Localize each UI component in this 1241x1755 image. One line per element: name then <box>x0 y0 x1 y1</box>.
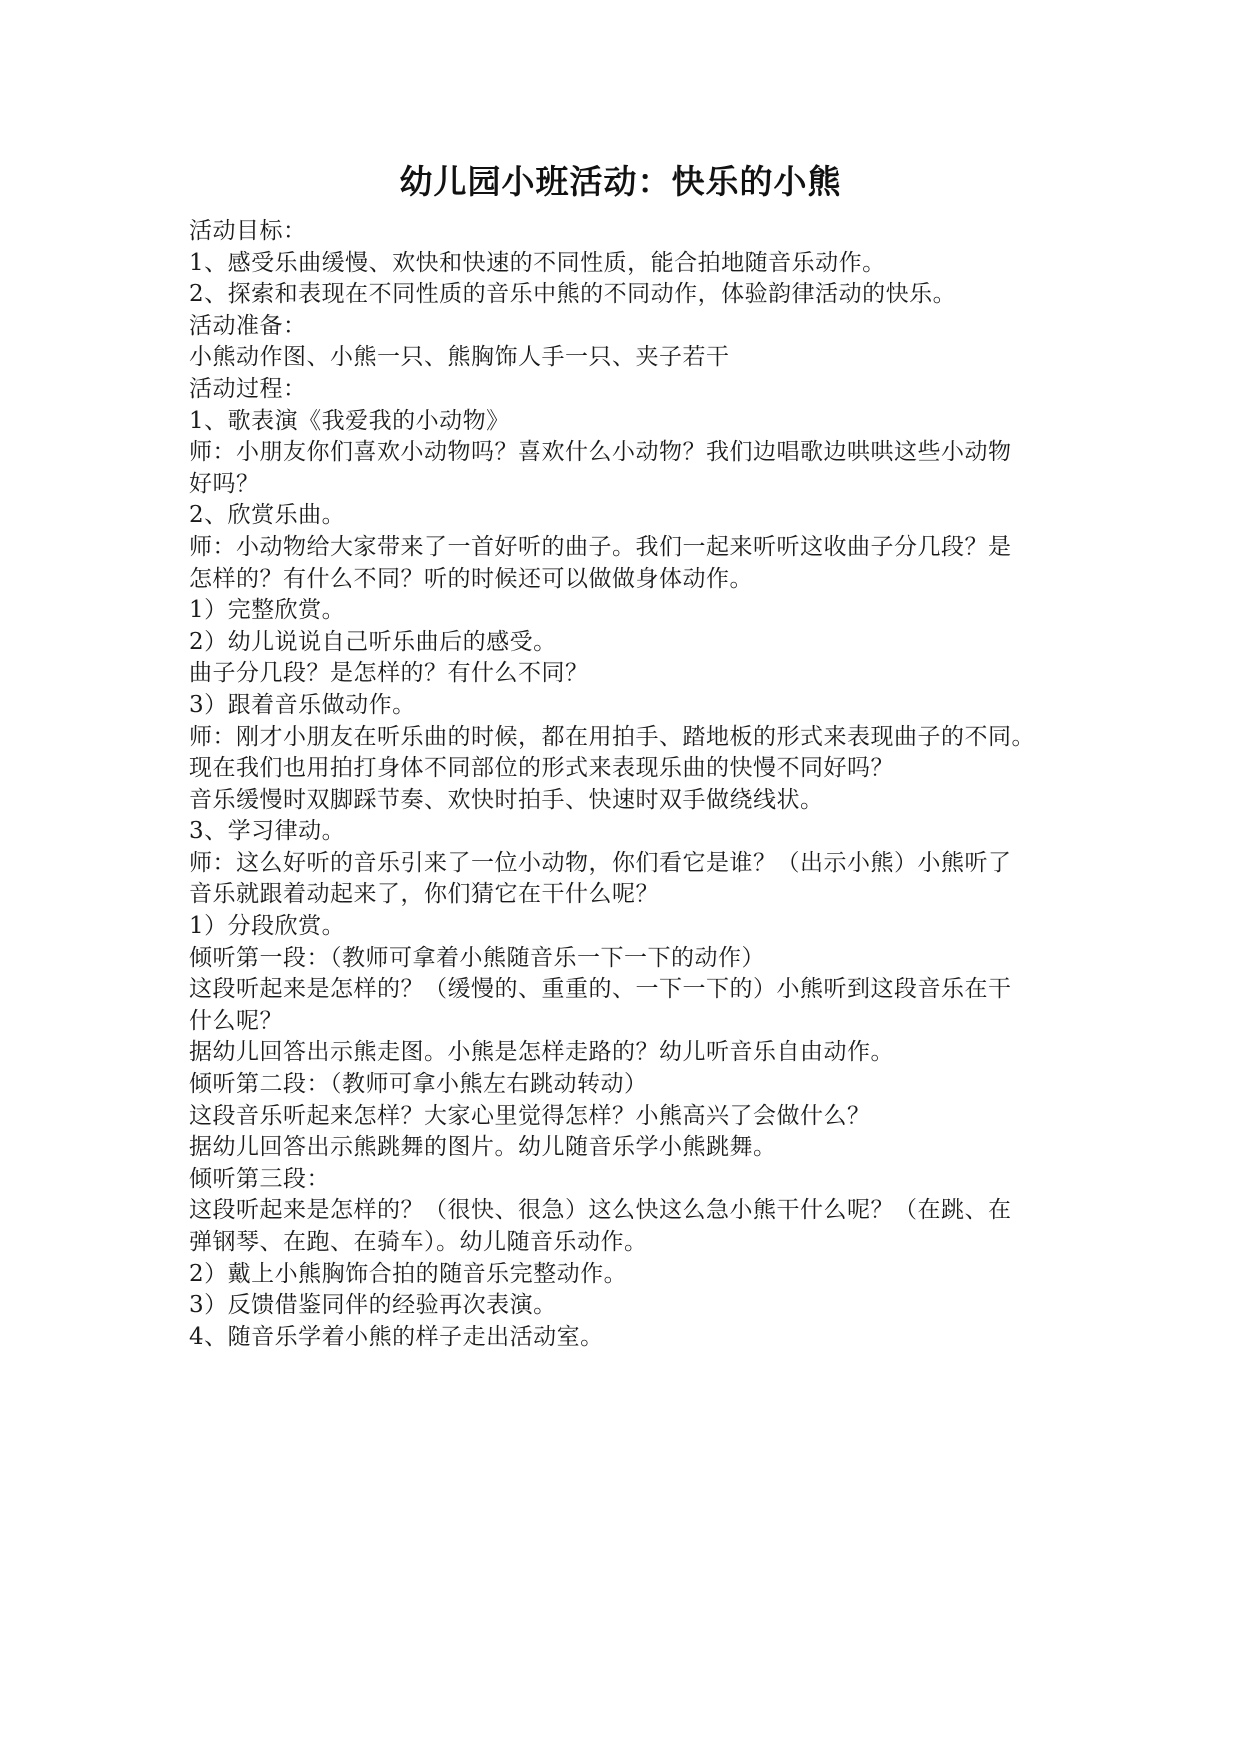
body-line: 1）分段欣赏。 <box>189 913 346 940</box>
body-line: 活动目标： <box>189 218 307 244</box>
body-line: 4、随音乐学着小熊的样子走出活动室。 <box>189 1323 604 1350</box>
body-line: 倾听第一段：（教师可拿着小熊随音乐一下一下的动作） <box>189 944 765 971</box>
body-line: 据幼儿回答出示熊走图。小熊是怎样走路的？幼儿听音乐自由动作。 <box>189 1039 894 1066</box>
body-line: 2、欣赏乐曲。 <box>189 502 346 529</box>
body-line: 3、学习律动。 <box>189 818 346 845</box>
body-line: 师：这么好听的音乐引来了一位小动物，你们看它是谁？（出示小熊）小熊听了 <box>189 849 1012 876</box>
body-line: 2）戴上小熊胸饰合拍的随音乐完整动作。 <box>189 1260 628 1287</box>
body-line: 师：小朋友你们喜欢小动物吗？喜欢什么小动物？我们边唱歌边哄哄这些小动物 <box>189 439 1012 466</box>
body-line: 音乐缓慢时双脚踩节奏、欢快时拍手、快速时双手做绕线状。 <box>189 786 824 813</box>
body-line: 活动准备： <box>189 312 307 339</box>
body-line: 3）反馈借鉴同伴的经验再次表演。 <box>189 1292 557 1319</box>
body-line: 好吗？ <box>189 470 260 497</box>
body-line: 这段听起来是怎样的？（很快、很急）这么快这么急小熊干什么呢？（在跳、在 <box>189 1197 1012 1224</box>
document-body <box>189 216 1069 1353</box>
body-line: 这段听起来是怎样的？（缓慢的、重重的、一下一下的）小熊听到这段音乐在干 <box>189 976 1012 1003</box>
body-line: 活动过程： <box>189 375 307 402</box>
body-line: 曲子分几段？是怎样的？有什么不同？ <box>189 660 589 687</box>
body-line: 弹钢琴、在跑、在骑车）。幼儿随音乐动作。 <box>189 1229 648 1255</box>
body-line: 3）跟着音乐做动作。 <box>189 691 416 718</box>
body-line: 怎样的？有什么不同？听的时候还可以做做身体动作。 <box>189 565 753 592</box>
body-line: 1、歌表演《我爱我的小动物》 <box>189 407 510 434</box>
body-line: 这段音乐听起来怎样？大家心里觉得怎样？小熊高兴了会做什么？ <box>189 1102 871 1129</box>
body-line: 1）完整欣赏。 <box>189 597 346 624</box>
body-line: 什么呢？ <box>189 1007 283 1034</box>
body-line: 倾听第二段：（教师可拿小熊左右跳动转动） <box>189 1071 648 1098</box>
document-title: 幼儿园小班活动：快乐的小熊 <box>399 162 842 201</box>
body-line: 倾听第三段： <box>189 1165 330 1192</box>
body-line: 据幼儿回答出示熊跳舞的图片。幼儿随音乐学小熊跳舞。 <box>189 1134 777 1161</box>
body-line: 师：小动物给大家带来了一首好听的曲子。我们一起来听听这收曲子分几段？是 <box>189 533 1012 560</box>
body-line: 音乐就跟着动起来了，你们猜它在干什么呢？ <box>189 881 659 908</box>
body-line: 1、感受乐曲缓慢、欢快和快速的不同性质，能合拍地随音乐动作。 <box>189 249 886 276</box>
body-line: 小熊动作图、小熊一只、熊胸饰人手一只、夹子若干 <box>189 344 730 371</box>
body-line: 师：刚才小朋友在听乐曲的时候，都在用拍手、踏地板的形式来表现曲子的不同。 <box>189 723 1035 750</box>
body-line: 2）幼儿说说自己听乐曲后的感受。 <box>189 628 557 655</box>
body-line: 现在我们也用拍打身体不同部位的形式来表现乐曲的快慢不同好吗？ <box>189 755 894 782</box>
body-line: 2、探索和表现在不同性质的音乐中熊的不同动作，体验韵律活动的快乐。 <box>189 281 957 308</box>
